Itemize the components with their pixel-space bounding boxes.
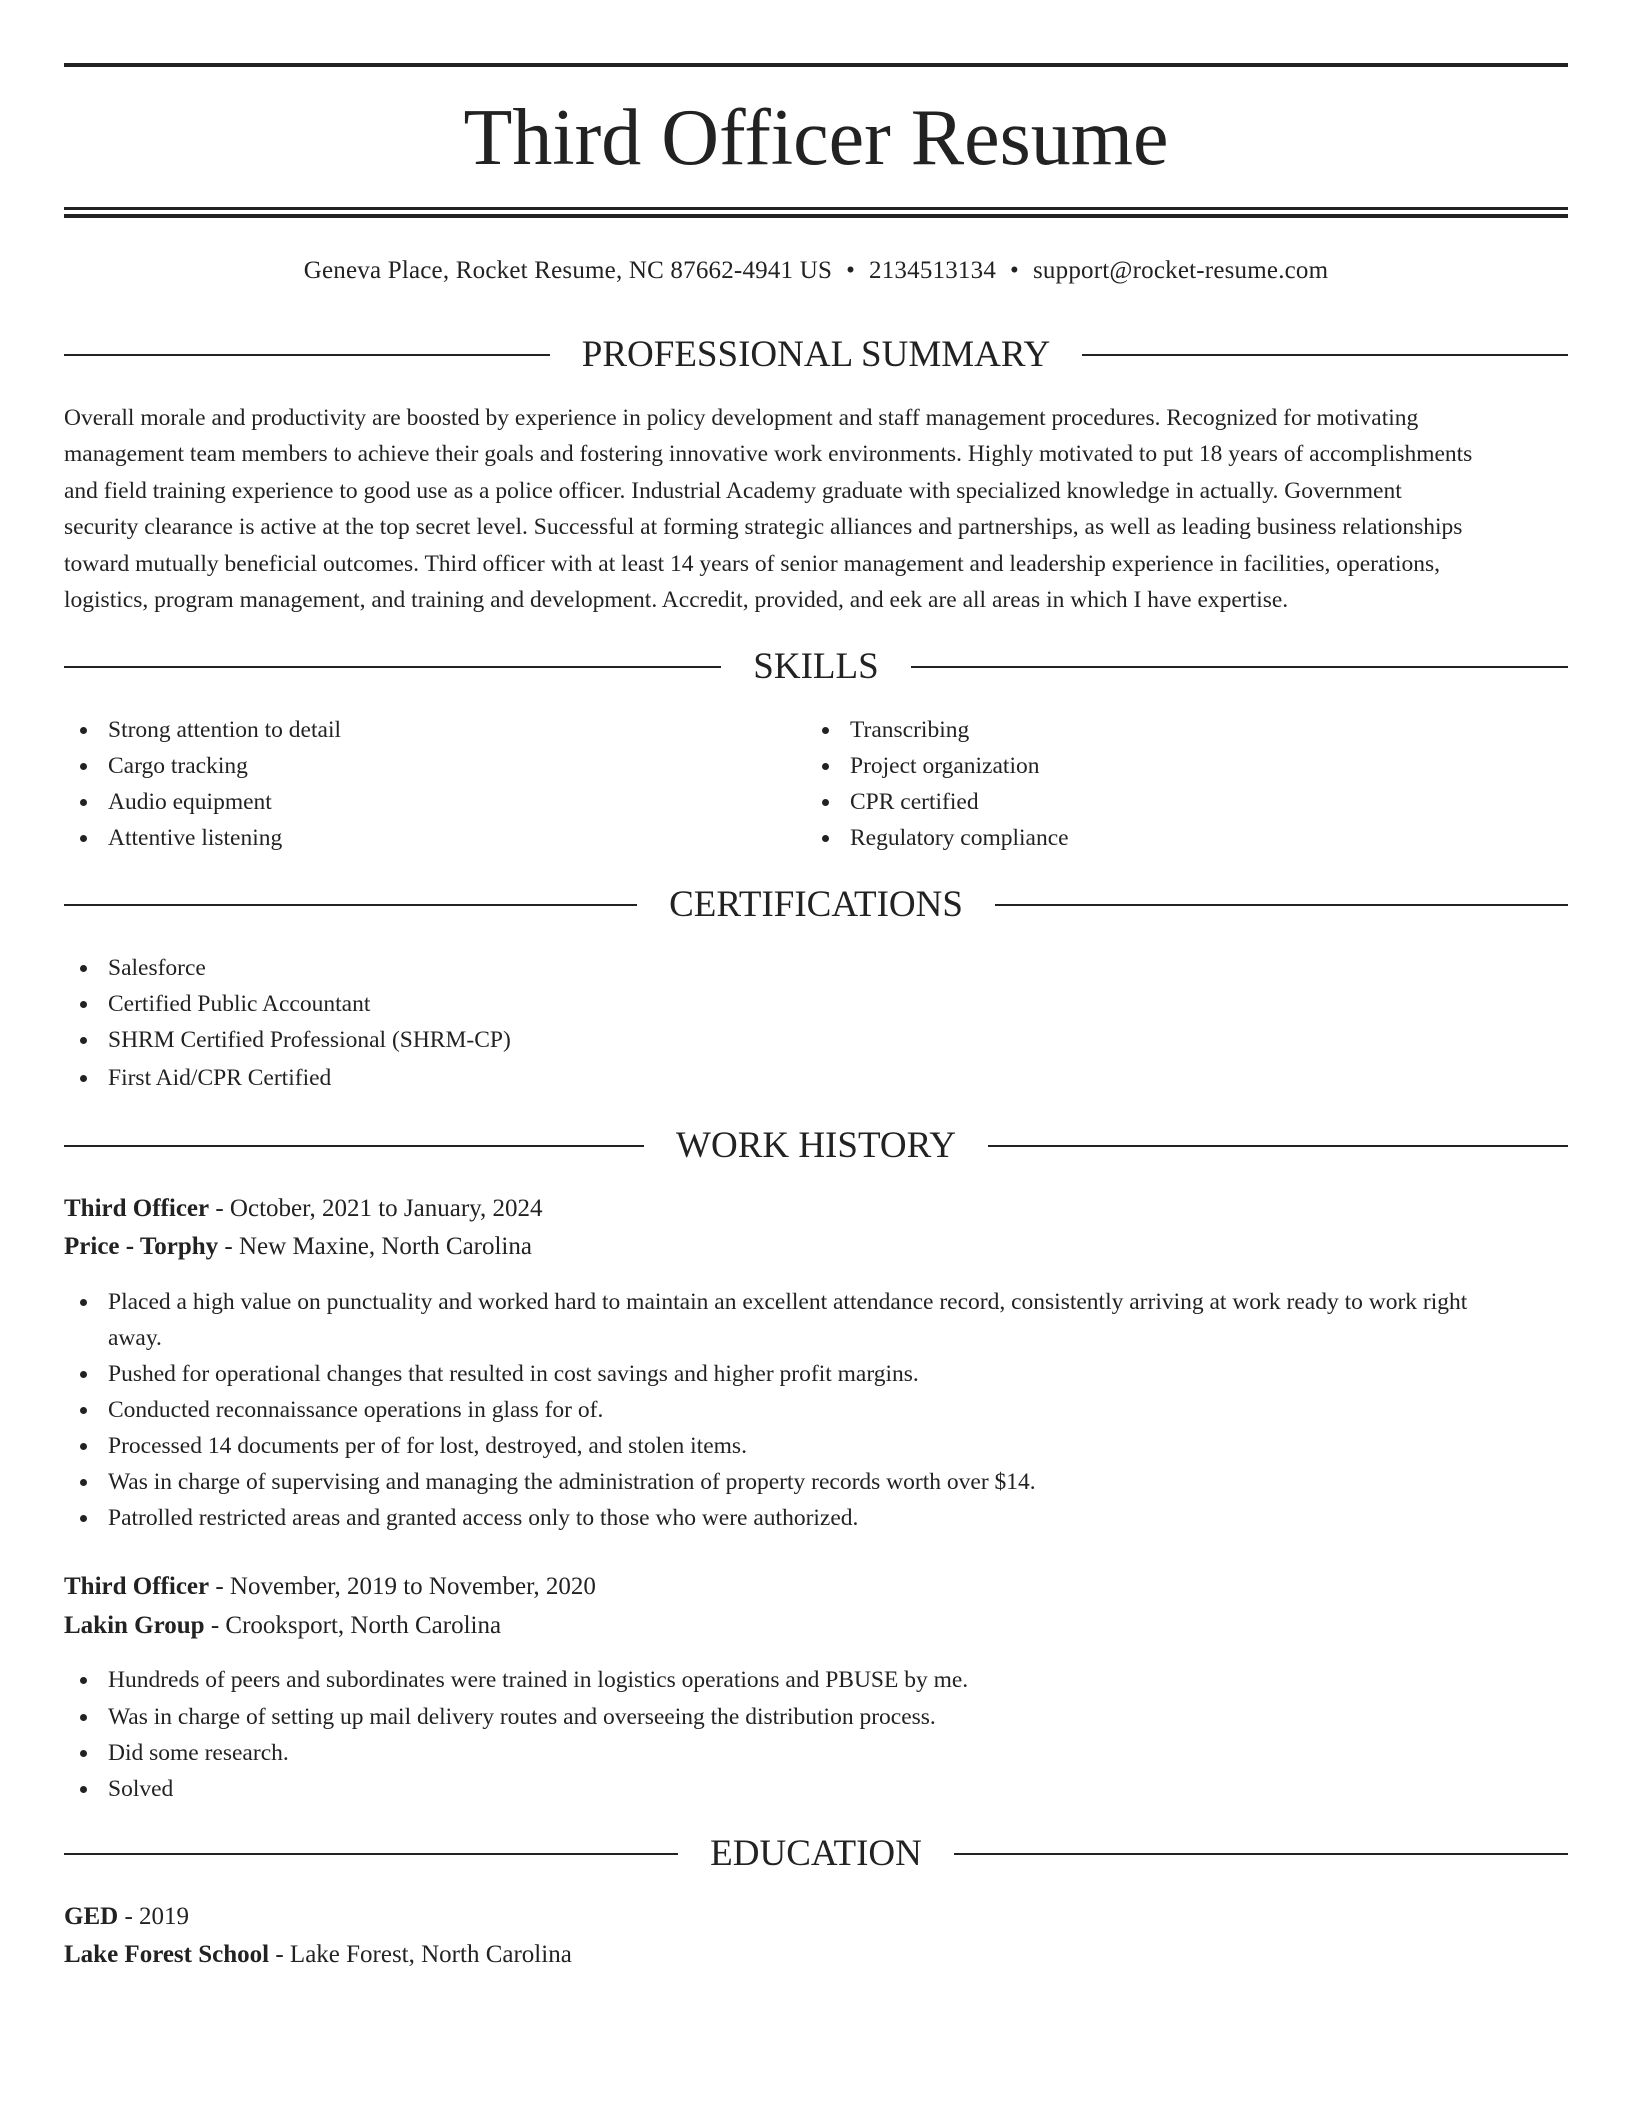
certification-item: Certified Public Accountant — [64, 986, 1464, 1022]
skill-item: Attentive listening — [64, 820, 764, 856]
job-location: - Crooksport, North Carolina — [204, 1612, 502, 1639]
section-title: WORK HISTORY — [676, 1125, 956, 1166]
section-header-education — [64, 1834, 1568, 1874]
section-rule — [64, 1145, 644, 1147]
job-duty-item: Was in charge of setting up mail delivery routes and overseeing the distribution process. — [64, 1699, 1574, 1735]
section-rule — [988, 1145, 1568, 1147]
section-header-work-history — [64, 1126, 1568, 1166]
section-header-skills — [64, 647, 1568, 687]
education-school: Lake Forest School — [64, 1941, 270, 1968]
job-dates: - October, 2021 to January, 2024 — [209, 1195, 543, 1222]
summary-line: Overall morale and productivity are boosted by experience in policy development and staff management procedures. Recognized for motivating — [64, 405, 1419, 431]
education-degree: GED — [64, 1903, 119, 1930]
skills-list-left — [64, 712, 764, 856]
job-title: Third Officer — [64, 1573, 210, 1600]
job-company-line — [64, 1231, 532, 1263]
contact-separator: • — [846, 257, 856, 284]
skill-item: CPR certified — [806, 784, 1506, 820]
education-degree-line — [64, 1901, 189, 1933]
job-company: Lakin Group — [64, 1612, 205, 1639]
section-title: CERTIFICATIONS — [669, 884, 963, 925]
education-location: - Lake Forest, North Carolina — [269, 1941, 572, 1968]
professional-summary — [64, 400, 1574, 618]
section-rule — [64, 904, 637, 906]
job-dates: - November, 2019 to November, 2020 — [209, 1573, 596, 1600]
education-school-line — [64, 1939, 572, 1971]
summary-line: security clearance is active at the top secret level. Successful at forming strategic alliances and partnerships, as well as leading business relationships — [64, 514, 1463, 541]
job-duty-item: Pushed for operational changes that resulted in cost savings and higher profit margins. — [64, 1356, 1574, 1392]
page-title: Third Officer Resume — [463, 94, 1169, 182]
contact-phone: 2134513134 — [869, 257, 997, 284]
section-title: PROFESSIONAL SUMMARY — [581, 334, 1051, 375]
section-header-summary — [64, 335, 1568, 375]
summary-line: logistics, program management, and training and development. Accredit, provided, and eek are all areas in which I have expertise. — [64, 587, 1289, 614]
certification-item: Salesforce — [64, 950, 1464, 986]
job-duty-item: Patrolled restricted areas and granted access only to those who were authorized. — [64, 1500, 1574, 1536]
section-title: EDUCATION — [710, 1833, 922, 1874]
top-rule — [64, 63, 1568, 67]
section-rule — [64, 666, 721, 668]
skill-item: Cargo tracking — [64, 748, 764, 784]
job-duty-item — [64, 1284, 1574, 1356]
title-rule-upper — [64, 207, 1568, 210]
section-header-certifications — [64, 885, 1568, 925]
certification-item: SHRM Certified Professional (SHRM-CP) — [64, 1022, 1464, 1058]
job-company: Price - Torphy — [64, 1233, 219, 1260]
section-rule — [1082, 354, 1568, 356]
summary-line: and field training experience to good use as a police officer. Industrial Academy graduate with specialized knowledge in actually. Government — [64, 477, 1402, 504]
contact-address: Geneva Place, Rocket Resume, NC 87662-4941 US — [303, 257, 833, 284]
job-company-line — [64, 1610, 501, 1642]
skill-item: Strong attention to detail — [64, 712, 764, 748]
job-duties-list — [64, 1284, 1574, 1536]
section-rule — [64, 354, 550, 356]
title-rule-lower — [64, 214, 1568, 218]
section-title: SKILLS — [753, 646, 879, 687]
contact-separator: • — [1010, 257, 1019, 284]
skill-item: Regulatory compliance — [806, 820, 1506, 856]
section-rule — [64, 1853, 678, 1855]
job-title-line — [64, 1571, 596, 1603]
job-duty-text: Placed a high value on punctuality and worked hard to maintain an excellent attendance record, consistently arriving at work ready to work right — [108, 1289, 1468, 1315]
education-year: - 2019 — [118, 1903, 190, 1930]
job-duties-list — [64, 1662, 1574, 1807]
section-rule — [954, 1853, 1568, 1855]
job-duty-item: Conducted reconnaissance operations in glass for of. — [64, 1392, 1574, 1428]
skill-item: Project organization — [806, 748, 1506, 784]
skills-list-right — [806, 712, 1506, 856]
section-rule — [995, 904, 1568, 906]
skill-item: Audio equipment — [64, 784, 764, 820]
job-duty-item: Processed 14 documents per of for lost, destroyed, and stolen items. — [64, 1428, 1574, 1464]
job-duty-item: Hundreds of peers and subordinates were trained in logistics operations and PBUSE by me. — [64, 1662, 1574, 1698]
job-duty-text: away. — [108, 1325, 162, 1351]
job-title: Third Officer — [64, 1195, 210, 1222]
section-rule — [911, 666, 1568, 668]
certifications-list — [64, 950, 1464, 1096]
job-location: - New Maxine, North Carolina — [218, 1233, 532, 1260]
skill-item: Transcribing — [806, 712, 1506, 748]
job-title-line — [64, 1193, 543, 1225]
job-duty-item: Was in charge of supervising and managing the administration of property records worth over $14. — [64, 1464, 1574, 1500]
contact-email: support@rocket-resume.com — [1032, 257, 1329, 284]
summary-line: management team members to achieve their goals and fostering innovative work environments. Highly motivated to put 18 years of accomplishments — [64, 441, 1473, 468]
contact-line — [0, 255, 1632, 287]
job-duty-item: Solved — [64, 1771, 1574, 1807]
certification-item: First Aid/CPR Certified — [64, 1060, 1464, 1096]
summary-line: toward mutually beneficial outcomes. Third officer with at least 14 years of senior management and leadership experience in facilities, operations, — [64, 550, 1441, 577]
job-duty-item: Did some research. — [64, 1735, 1574, 1771]
